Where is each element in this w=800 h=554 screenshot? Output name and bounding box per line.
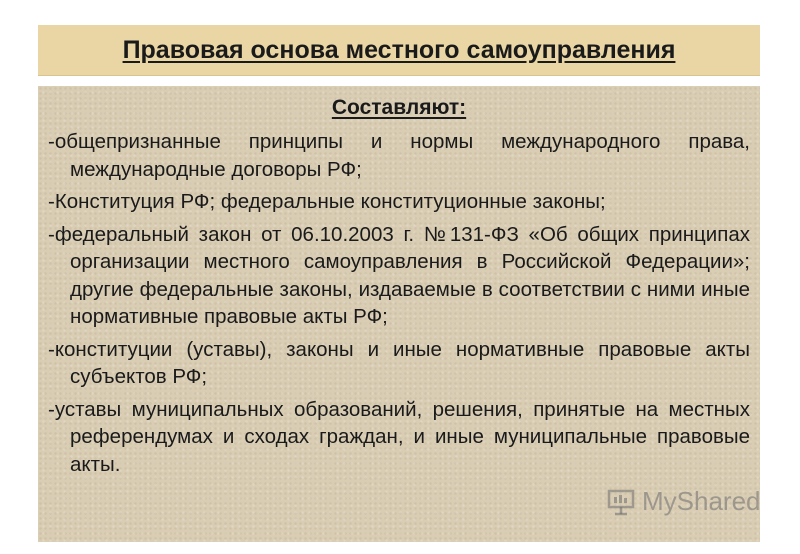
list-item: -федеральный закон от 06.10.2003 г. №131-ФЗ «Об общих принципах организации местного самоуправления в Российской Федерации»; другие федеральные законы, издаваемые в соответствии с ними иные нормативные правовые акты РФ;: [48, 222, 750, 328]
title-bar: [38, 25, 760, 76]
content-panel: [38, 86, 760, 542]
list-item: -конституции (уставы), законы и иные нормативные правовые акты субъектов РФ;: [48, 337, 750, 388]
slide-subtitle: Составляют:: [331, 96, 467, 119]
list-item: -Конституция РФ; федеральные конституционные законы;: [48, 190, 606, 213]
slide-title: Правовая основа местного самоуправления: [122, 35, 676, 64]
list-item: -уставы муниципальных образований, решения, принятые на местных референдумах и сходах граждан, и иные муниципальные правовые акты.: [48, 397, 750, 476]
watermark-text: MyShared: [642, 486, 761, 516]
list-item: -общепризнанные принципы и нормы международного права, международные договоры РФ;: [48, 130, 750, 181]
